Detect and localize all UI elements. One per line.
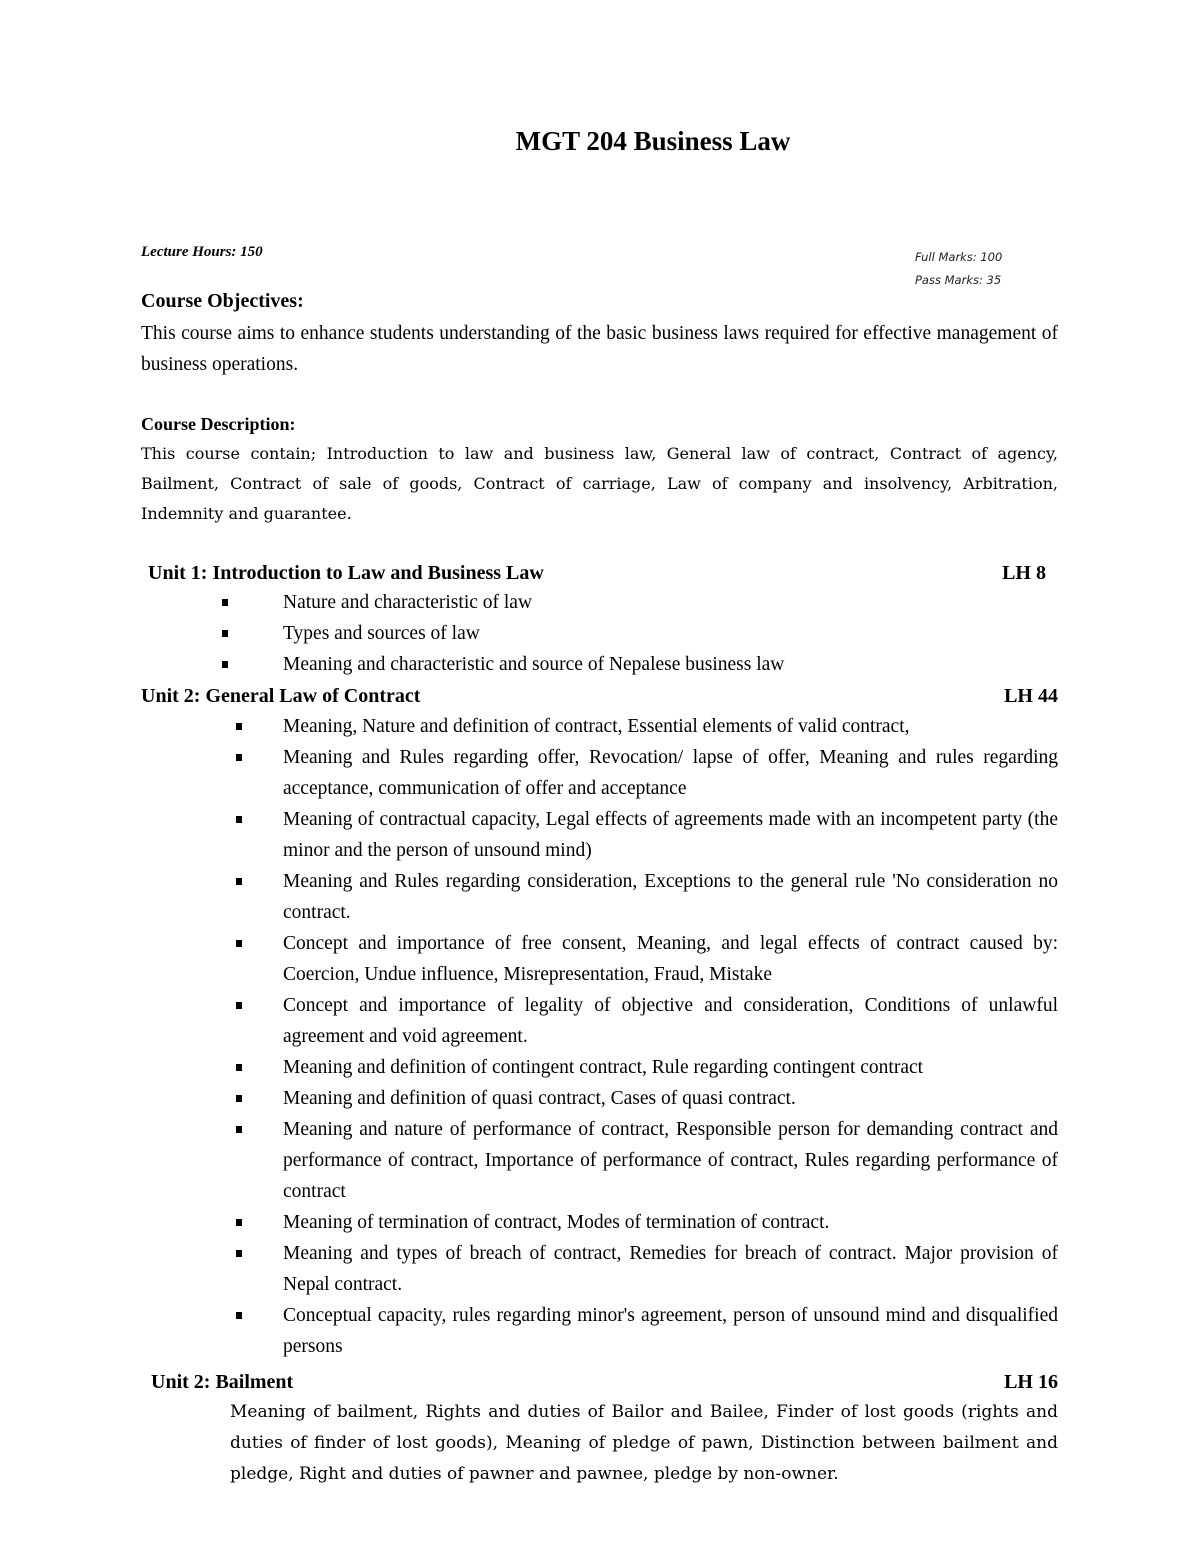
bullet-icon: [222, 599, 228, 606]
list-item: Meaning of termination of contract, Modes of termination of contract.: [141, 1207, 1058, 1238]
marks-block: [915, 246, 1002, 292]
list-item: Conceptual capacity, rules regarding minor's agreement, person of unsound mind and disqualified persons: [141, 1300, 1058, 1362]
pass-marks: Pass Marks: 35: [915, 273, 1002, 287]
page-title: MGT 204 Business Law: [515, 126, 791, 156]
unit-2-title: Unit 2: General Law of Contract: [141, 685, 421, 707]
bullet-icon: [236, 723, 242, 730]
unit-1-lh: LH 8: [1002, 562, 1046, 584]
list-item: Nature and characteristic of law: [141, 587, 1058, 618]
unit-1-title: Unit 1: Introduction to Law and Business Law: [148, 562, 544, 584]
objectives-text: This course aims to enhance students understanding of the basic business laws required for effective management of business operations.: [141, 323, 1058, 375]
lecture-hours: Lecture Hours: 150: [141, 244, 263, 260]
list-item: Meaning of contractual capacity, Legal effects of agreements made with an incompetent party (the minor and the person of unsound mind): [141, 804, 1058, 866]
unit-bailment-text: Meaning of bailment, Rights and duties of Bailor and Bailee, Finder of lost goods (rights and duties of finder of lost goods), Meaning of pledge of pawn, Distinction between bailment and pledge, Right and duties of pawner and pawnee, pledge by non-owner.: [230, 1402, 1058, 1484]
bullet-icon: [236, 940, 242, 947]
bullet-icon: [236, 1126, 242, 1133]
bullet-icon: [236, 1095, 242, 1102]
list-item: Concept and importance of legality of objective and consideration, Conditions of unlawful agreement and void agreement.: [141, 990, 1058, 1052]
bullet-icon: [236, 816, 242, 823]
unit-bailment-heading: [151, 1367, 1058, 1397]
bullet-icon: [236, 878, 242, 885]
unit-2-heading: [141, 681, 1058, 711]
full-marks: Full Marks: 100: [915, 250, 1003, 264]
bullet-icon: [222, 630, 228, 637]
list-item: Meaning and definition of contingent contract, Rule regarding contingent contract: [141, 1052, 1058, 1083]
bullet-icon: [236, 1250, 242, 1257]
list-item: Meaning, Nature and definition of contract, Essential elements of valid contract,: [141, 711, 1058, 742]
list-item: Concept and importance of free consent, Meaning, and legal effects of contract caused by: Coercion, Undue influence, Misrepresentation, Fraud, Mistake: [141, 928, 1058, 990]
list-item: Meaning and characteristic and source of Nepalese business law: [141, 649, 1058, 680]
bullet-icon: [236, 754, 242, 761]
unit-bailment-lh: LH 16: [1004, 1371, 1058, 1393]
description-text: This course contain; Introduction to law and business law, General law of contract, Contract of agency, Bailment, Contract of sale of goods, Contract of carriage, Law of company and insolvency, Arbitration, Indemnity and guarantee.: [141, 444, 1058, 523]
list-item: Meaning and nature of performance of contract, Responsible person for demanding contract and performance of contract, Importance of performance of contract, Rules regarding performance of contract: [141, 1114, 1058, 1207]
unit-2-list: [141, 711, 1058, 1362]
bullet-icon: [236, 1002, 242, 1009]
unit-bailment-title: Unit 2: Bailment: [151, 1371, 294, 1393]
list-item: Meaning and Rules regarding consideration, Exceptions to the general rule 'No consideration no contract.: [141, 866, 1058, 928]
bullet-icon: [236, 1312, 242, 1319]
bullet-icon: [236, 1064, 242, 1071]
list-item: Meaning and Rules regarding offer, Revocation/ lapse of offer, Meaning and rules regarding acceptance, communication of offer and acceptance: [141, 742, 1058, 804]
bullet-icon: [222, 661, 228, 668]
description-heading: Course Description:: [141, 414, 296, 434]
list-item: Meaning and definition of quasi contract, Cases of quasi contract.: [141, 1083, 1058, 1114]
bullet-icon: [236, 1219, 242, 1226]
unit-1-heading: [148, 558, 1046, 588]
list-item: Types and sources of law: [141, 618, 1058, 649]
list-item: Meaning and types of breach of contract, Remedies for breach of contract. Major provision of Nepal contract.: [141, 1238, 1058, 1300]
unit-2-lh: LH 44: [1004, 685, 1058, 707]
objectives-heading: Course Objectives:: [141, 290, 304, 312]
unit-1-list: [141, 587, 1058, 680]
